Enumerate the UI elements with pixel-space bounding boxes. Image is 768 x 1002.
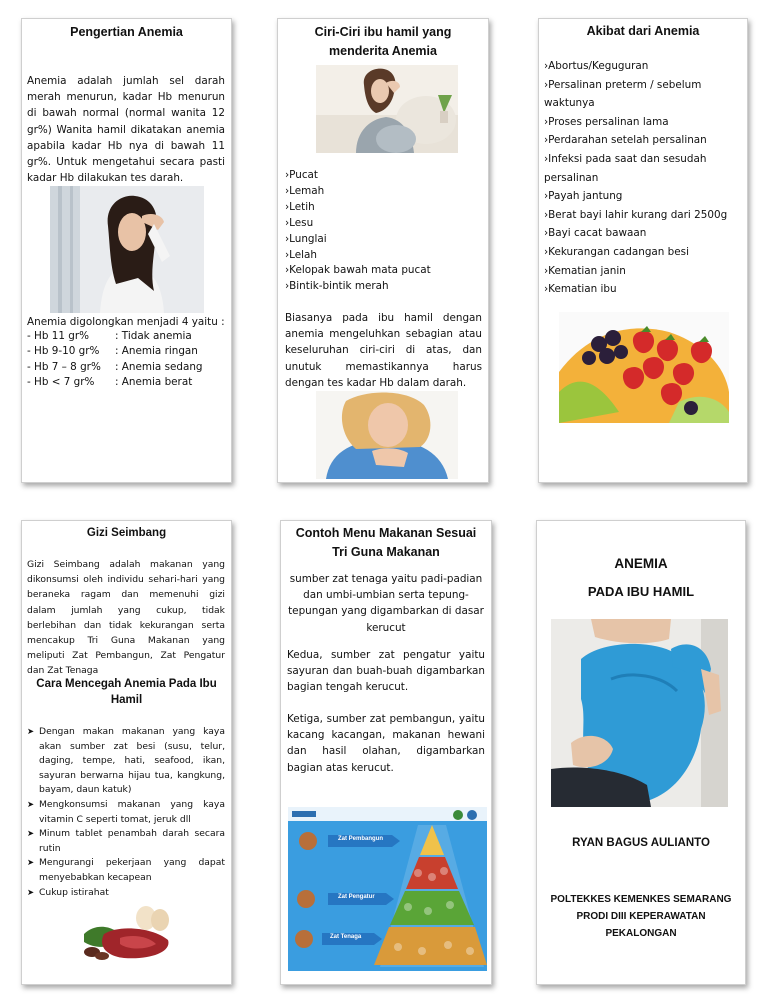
effect-list	[544, 57, 742, 299]
list-item: ›Berat bayi lahir kurang dari 2500g	[544, 208, 728, 221]
prevention-tips-list	[27, 725, 225, 900]
gizi-paragraph: Gizi Seimbang adalah makanan yang dikonsumsi oleh individu sehari-hari yang beraneka ragam dan memenuhi gizi dalam jumlah yang cukup, tidak berlebihan dan tidak kekurangan serta mencakup Tri Guna Makanan yang meliputi Zat Pembangun, Zat Pengatur dan Zat Tenaga	[27, 559, 225, 677]
panel-title-line1: Contoh Menu Makanan Sesuai	[295, 526, 477, 540]
panel-title: Akibat dari Anemia	[586, 24, 700, 38]
iron-rich-food-photo	[76, 904, 181, 964]
woman-headache-photo	[50, 186, 204, 313]
prevention-title-line2: Hamil	[110, 694, 143, 706]
list-item: ›Abortus/Keguguran	[544, 60, 649, 72]
list-item: ›Bintik-bintik merah	[285, 280, 389, 293]
arrow-bullet-icon: ➤	[27, 727, 35, 737]
symptom-paragraph: Biasanya pada ibu hamil dengan anemia mengeluhkan sebagian atau keseluruhan ciri-ciri di atas, dan unutuk memastikannya harus dengan tes kadar Hb dalam darah.	[285, 312, 482, 389]
panel-title-line2: Tri Guna Makanan	[332, 545, 440, 559]
list-item: ›Kematian ibu	[544, 283, 617, 296]
panel-contoh-menu	[280, 520, 492, 985]
list-item: ➤ Mengkonsumsi makanan yang kaya vitamin C seperti tomat, jeruk dll	[27, 798, 225, 825]
list-item: ➤ Cukup istirahat	[27, 886, 225, 901]
hb-range: - Hb 11 gr%	[27, 330, 90, 342]
hb-range: - Hb 7 – 8 gr%	[27, 360, 101, 373]
author-name: RYAN BAGUS AULIANTO	[572, 837, 710, 849]
list-item: ➤ Mengurangi pekerjaan yang dapat menyebabkan kecapean	[27, 857, 225, 883]
cover-title-line1: ANEMIA	[614, 556, 668, 571]
cover-title-line2: PADA IBU HAMIL	[587, 584, 695, 599]
energy-source-paragraph: sumber zat tenaga yaitu padi-padian dan umbi-umbian serta tepung-tepungan yang digambarkan di dasar kerucut	[288, 573, 484, 634]
list-item: ›Letih	[285, 200, 315, 213]
institution-line3: PEKALONGAN	[605, 928, 677, 939]
classification-intro: Anemia digolongkan menjadi 4 yaitu :	[27, 316, 225, 328]
anemia-level: : Anemia berat	[115, 375, 193, 388]
panel-title: Pengertian Anemia	[70, 25, 183, 39]
list-item: ›Payah jantung	[544, 190, 623, 203]
woman-chest-pain-photo	[316, 391, 458, 479]
hb-range: - Hb 9-10 gr%	[27, 345, 100, 358]
institution-line2: PRODI DIII KEPERAWATAN	[576, 911, 706, 922]
table-row	[27, 329, 203, 344]
fruit-plate-photo	[559, 312, 729, 423]
panel-gizi-seimbang	[21, 520, 232, 985]
list-item: ›Pucat	[285, 169, 318, 181]
arrow-bullet-icon: ➤	[27, 799, 35, 810]
arrow-bullet-icon: ➤	[27, 858, 35, 869]
arrow-bullet-icon: ➤	[27, 829, 35, 840]
table-row	[27, 344, 203, 359]
list-item: ➤ Dengan makan makanan yang kaya akan sumber zat besi (susu, telur, daging, tempe, hati, seafood, ikan, sayuran berwarna hijau tua, kangkung, bayam, daun katuk)	[27, 726, 225, 796]
list-item: ›Kelopak bawah mata pucat	[285, 264, 431, 277]
symptom-list	[285, 168, 431, 295]
list-item: ›Lesu	[285, 216, 314, 229]
definition-paragraph: Anemia adalah jumlah sel darah merah menurun, kadar Hb menurun di bawah normal (normal wanita 12 gr%) Wanita hamil dikatakan anemia apabila kadar Hb nya di bawah 11 gr%. Untuk mengetahui secara pasti kadar Hb dilakukan tes darah.	[27, 75, 225, 185]
panel-title: Gizi Seimbang	[86, 527, 167, 539]
table-row	[27, 375, 203, 390]
list-item: ➤ Minum tablet penambah darah secara rutin	[27, 828, 225, 854]
builder-source-paragraph: Ketiga, sumber zat pembangun, yaitu kacang kacangan, makanan hewani dan hasil olahan, digambarkan bagian atas kerucut.	[287, 713, 485, 774]
pyramid-label-regulator: Zat Pengatur	[338, 894, 375, 900]
panel-pengertian-anemia	[21, 18, 232, 483]
list-item: ›Proses persalinan lama	[544, 115, 669, 128]
panel-ciri-ciri	[277, 18, 489, 483]
list-item: ›Kekurangan cadangan besi	[544, 245, 689, 258]
food-pyramid-image	[288, 807, 487, 971]
list-item: ›Lelah	[285, 248, 317, 261]
regulator-source-paragraph: Kedua, sumber zat pengatur yaitu sayuran dan buah-buah digambarkan bagian tengah kerucut.	[287, 649, 485, 694]
list-item: ›Bayi cacat bawaan	[544, 227, 647, 240]
list-item: ›Infeksi pada saat dan sesudah persalinan	[544, 152, 707, 184]
anemia-level: : Anemia ringan	[115, 345, 198, 358]
list-item: ›Persalinan preterm / sebelum waktunya	[544, 78, 702, 110]
panel-title-line1: Ciri-Ciri ibu hamil yang	[314, 25, 452, 39]
table-row	[27, 360, 203, 375]
anemia-level: : Tidak anemia	[115, 330, 192, 342]
hb-range: - Hb < 7 gr%	[27, 375, 95, 388]
panel-cover	[536, 520, 746, 985]
list-item: ›Lemah	[285, 184, 325, 197]
anemia-classification-table	[27, 329, 203, 390]
anemia-level: : Anemia sedang	[115, 360, 203, 373]
prevention-title-line1: Cara Mencegah Anemia Pada Ibu	[36, 678, 217, 690]
pyramid-label-energy: Zat Tenaga	[330, 934, 362, 940]
list-item: ›Perdarahan setelah persalinan	[544, 134, 707, 147]
pregnant-woman-blue-shirt-photo	[551, 619, 728, 807]
pyramid-label-builder: Zat Pembangun	[338, 836, 384, 842]
panel-akibat-anemia	[538, 18, 748, 483]
pregnant-woman-sofa-photo	[316, 65, 458, 153]
list-item: ›Kematian janin	[544, 264, 626, 277]
institution-line1: POLTEKKES KEMENKES SEMARANG	[550, 894, 732, 905]
list-item: ›Lunglai	[285, 232, 327, 245]
panel-title-line2: menderita Anemia	[329, 44, 437, 58]
arrow-bullet-icon: ➤	[27, 887, 35, 898]
